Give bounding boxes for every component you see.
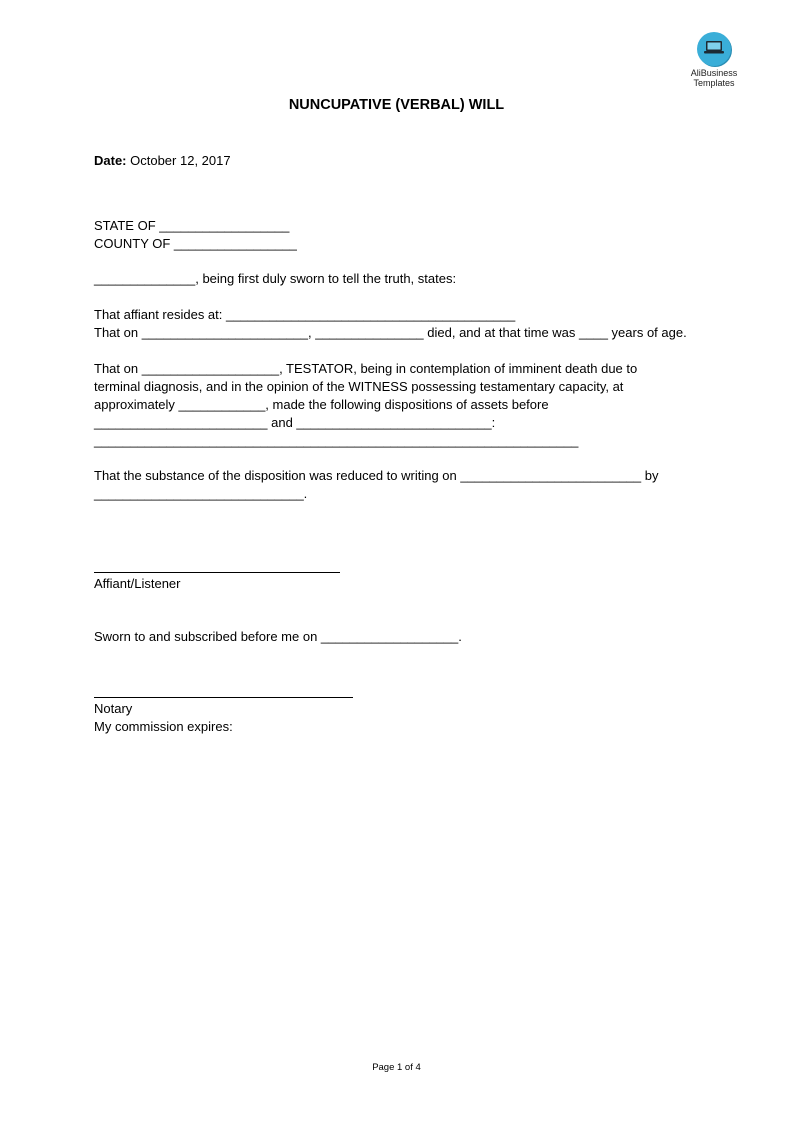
affiant-label: Affiant/Listener [94,576,181,591]
testator-line-2: terminal diagnosis, and in the opinion of the WITNESS possessing testamentary capacity, at [94,379,624,394]
notary-signature-line [94,697,353,698]
substance-line-1: That the substance of the disposition was reduced to writing on _________________________ by [94,468,659,483]
testator-line-3: approximately ____________, made the following dispositions of assets before [94,397,549,412]
subscribed-line: Sworn to and subscribed before me on ___________________. [94,629,462,644]
county-line: COUNTY OF _________________ [94,236,297,251]
sworn-line: ______________, being first duly sworn to tell the truth, states: [94,271,457,286]
testator-line-1: That on ___________________, TESTATOR, being in contemplation of imminent death due to [94,361,638,376]
laptop-icon [697,32,731,66]
resides-line: That affiant resides at: ________________________________________ [94,307,516,322]
died-line: That on _______________________, _______________ died, and at that time was ____ years of age. [94,325,687,340]
brand-logo [682,32,746,88]
date-line [94,152,231,170]
affiant-signature-line [94,572,340,573]
date-value: October 12, 2017 [126,153,231,168]
commission-line: My commission expires: [94,719,233,734]
date-label: Date: [94,153,127,168]
testator-line-5: ___________________________________________________________________ [94,433,579,448]
document-title: NUNCUPATIVE (VERBAL) WILL [288,97,505,113]
logo-text-line1: AliBusiness [690,68,738,78]
logo-text-line2: Templates [693,78,735,88]
page-number: Page 1 of 4 [372,1062,421,1073]
substance-line-2: _____________________________. [94,486,308,501]
notary-label: Notary [94,701,133,716]
state-line: STATE OF __________________ [94,218,290,233]
testator-line-4: ________________________ and ___________________________: [94,415,496,430]
